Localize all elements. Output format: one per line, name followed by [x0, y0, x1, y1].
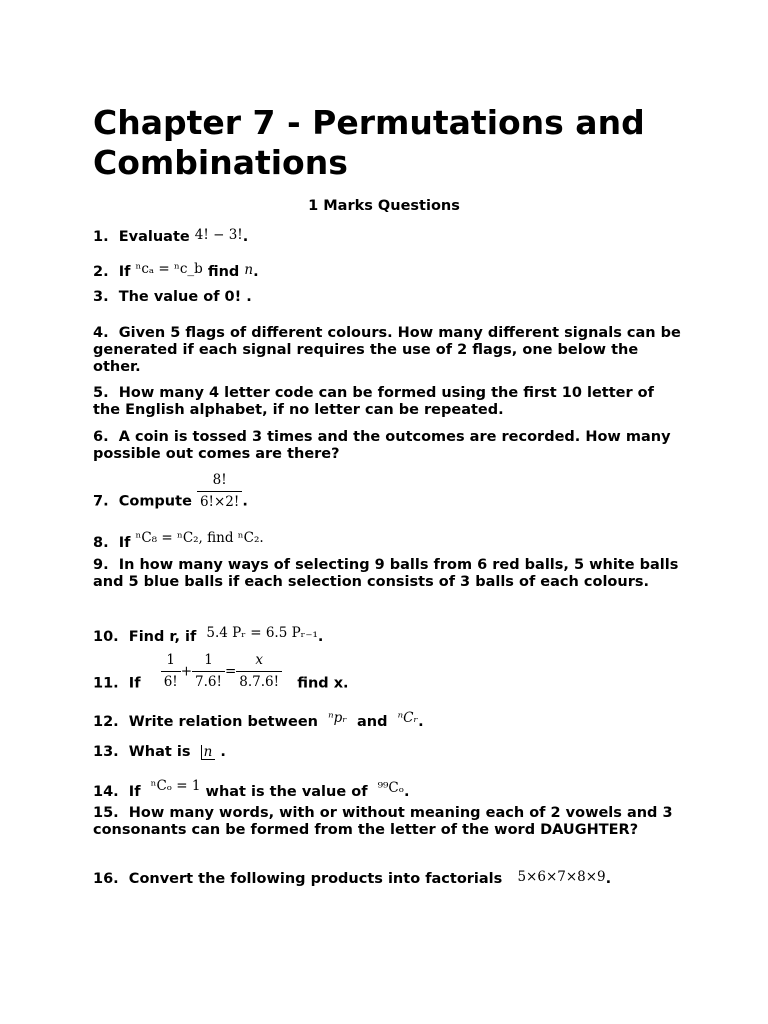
- fraction-numerator: x: [255, 652, 263, 668]
- math-expression: ⁿcₐ = ⁿc_b: [135, 261, 203, 277]
- fraction-denominator: 6!×2!: [197, 491, 242, 511]
- question-number: 8.: [93, 535, 109, 551]
- math-expression: 5×6×7×8×9: [517, 869, 606, 885]
- page-title: Chapter 7 - Permutations and Combinations: [93, 103, 645, 182]
- question-text: If: [118, 535, 131, 551]
- question-14: [93, 778, 683, 801]
- question-12: [93, 710, 683, 731]
- question-number: 6.: [93, 429, 109, 445]
- question-number: 4.: [93, 325, 109, 341]
- question-text: Convert the following products into factorials: [128, 871, 503, 887]
- question-11: [93, 652, 683, 693]
- question-1: [93, 227, 683, 246]
- fraction-denominator: 8.7.6!: [236, 671, 282, 691]
- question-16: [93, 869, 683, 888]
- math-expression: ⁹⁹Cₒ: [377, 780, 404, 796]
- math-expression: ⁿCₒ = 1: [150, 778, 201, 794]
- question-9: [93, 557, 683, 591]
- question-end: .: [418, 714, 424, 730]
- plus-sign: +: [180, 663, 193, 680]
- math-expression: 4! − 3!: [194, 227, 243, 243]
- question-text: what is the value of: [205, 784, 368, 800]
- question-number: 11.: [93, 675, 119, 692]
- question-text: If: [128, 675, 141, 692]
- math-expression: ⁿCᵣ: [397, 710, 419, 726]
- fraction: [236, 652, 282, 691]
- question-number: 1.: [93, 229, 109, 245]
- question-number: 14.: [93, 784, 119, 800]
- question-5: [93, 385, 683, 419]
- fraction-numerator: 1: [204, 652, 213, 668]
- question-13: [93, 744, 683, 761]
- question-number: 5.: [93, 385, 109, 401]
- question-text: What is: [128, 744, 191, 760]
- question-text: If: [128, 784, 141, 800]
- question-text: A coin is tossed 3 times and the outcomes are recorded. How many possible out comes are there?: [93, 429, 671, 462]
- question-text: Compute: [118, 493, 192, 510]
- section-heading: 1 Marks Questions: [308, 198, 460, 214]
- question-end: find x.: [297, 675, 349, 692]
- question-number: 7.: [93, 493, 109, 510]
- question-end: .: [242, 493, 248, 510]
- fraction: [192, 652, 225, 691]
- question-text: and: [357, 714, 388, 730]
- factorial-symbol: n: [201, 745, 216, 760]
- math-variable: n: [244, 262, 254, 278]
- question-number: 2.: [93, 264, 109, 280]
- question-text: If: [118, 264, 131, 280]
- question-end: .: [253, 264, 259, 280]
- question-number: 10.: [93, 629, 119, 645]
- question-number: 9.: [93, 557, 109, 573]
- question-text: Find r, if: [128, 629, 197, 645]
- question-3: [93, 289, 683, 306]
- question-number: 15.: [93, 805, 119, 821]
- question-text: How many words, with or without meaning each of 2 vowels and 3 consonants can be formed from the letter of the word DAUGHTER?: [93, 805, 673, 838]
- question-end: .: [317, 629, 324, 645]
- question-text: Write relation between: [128, 714, 318, 730]
- question-4: [93, 325, 683, 376]
- question-15: [93, 805, 683, 839]
- equals-sign: =: [224, 663, 237, 680]
- question-number: 13.: [93, 744, 119, 760]
- question-text: The value of 0! .: [118, 289, 252, 305]
- fraction-numerator: 1: [166, 652, 176, 668]
- fraction-denominator: 7.6!: [192, 671, 225, 691]
- question-number: 12.: [93, 714, 119, 730]
- fraction: [161, 652, 181, 691]
- question-end: .: [242, 229, 249, 245]
- question-number: 3.: [93, 289, 109, 305]
- fraction-numerator: 8!: [212, 472, 227, 488]
- fraction-denominator: 6!: [161, 671, 181, 691]
- math-expression: ⁿpᵣ: [328, 710, 347, 726]
- question-end: .: [605, 871, 612, 887]
- question-2: [93, 261, 683, 281]
- question-10: [93, 625, 683, 646]
- question-7: [93, 472, 683, 511]
- question-text: Evaluate: [118, 229, 190, 245]
- math-expression: ⁿC₈ = ⁿC₂, find ⁿC₂.: [135, 530, 264, 546]
- fraction: [197, 472, 242, 511]
- question-text: How many 4 letter code can be formed using the first 10 letter of the English alphabet, if no letter can be repeated.: [93, 385, 654, 418]
- question-text: Given 5 flags of different colours. How many different signals can be generated if each signal requires the use of 2 flags, one below the other.: [93, 325, 681, 375]
- question-8: [93, 530, 683, 552]
- question-end: .: [403, 784, 410, 800]
- question-number: 16.: [93, 871, 119, 887]
- question-text: find: [207, 264, 240, 280]
- question-end: .: [220, 744, 226, 760]
- question-6: [93, 429, 683, 463]
- question-text: In how many ways of selecting 9 balls from 6 red balls, 5 white balls and 5 blue balls if each selection consists of 3 balls of each colours.: [93, 557, 679, 590]
- math-expression: 5.4 Pᵣ = 6.5 Pᵣ₋₁: [206, 625, 318, 641]
